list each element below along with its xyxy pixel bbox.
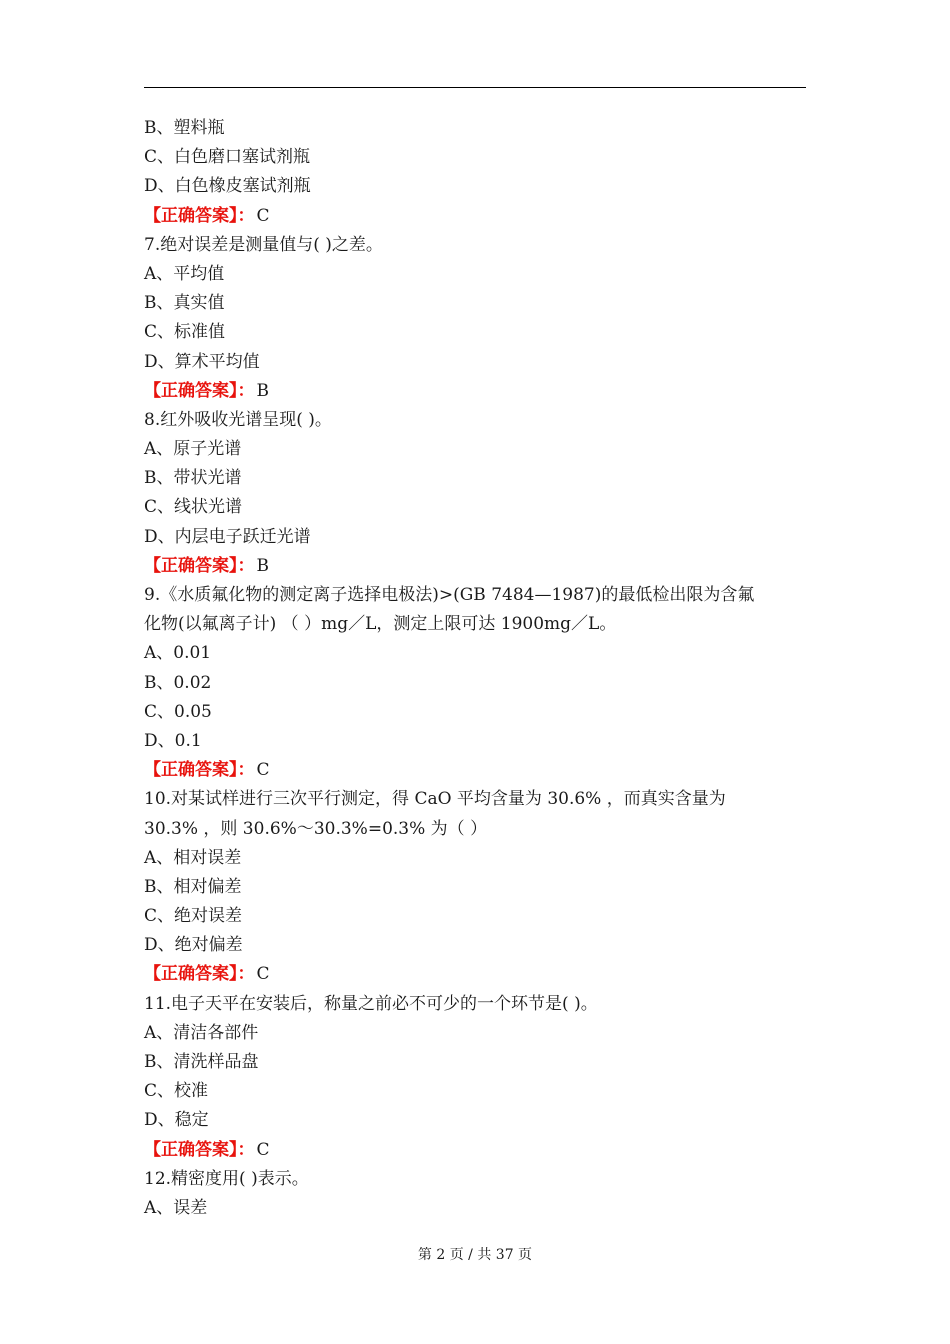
option-text: B、清洗样品盘 (144, 1052, 259, 1072)
option-text: C、校准 (144, 1081, 209, 1102)
answer-line (144, 377, 806, 406)
answer-label: 【正确答案】： (144, 760, 255, 781)
option-text: C、白色磨口塞试剂瓶 (144, 147, 311, 168)
answer-line (144, 1136, 806, 1165)
answer-label: 【正确答案】： (144, 964, 255, 985)
header-rule (144, 87, 806, 88)
question-text: 7.绝对误差是测量值与( )之差。 (144, 234, 383, 255)
answer-value: B (256, 555, 269, 576)
answer-label: 【正确答案】： (144, 380, 255, 401)
option-text: D、稳定 (144, 1110, 209, 1131)
answer-line (144, 756, 806, 785)
answer-value: C (256, 205, 270, 226)
option-text: D、绝对偏差 (144, 935, 243, 956)
option-text: D、算术平均值 (144, 351, 260, 372)
page-footer: 第 2 页 / 共 37 页 (417, 1247, 533, 1263)
option-text: A、相对误差 (144, 847, 242, 868)
answer-value: C (256, 964, 270, 985)
answer-line (144, 960, 806, 989)
answer-value: C (256, 760, 270, 781)
option-text: A、误差 (144, 1197, 208, 1218)
option-text: C、0.05 (144, 701, 212, 722)
option-text: C、线状光谱 (144, 497, 243, 518)
option-text: B、带状光谱 (144, 468, 242, 489)
answer-value: B (256, 380, 269, 401)
option-text: A、平均值 (144, 263, 225, 284)
option-text: A、0.01 (144, 643, 212, 664)
question-text: 8.红外吸收光谱呈现( )。 (144, 409, 332, 430)
option-text: B、相对偏差 (144, 876, 242, 897)
option-text: B、塑料瓶 (144, 118, 225, 138)
option-text: B、真实值 (144, 293, 225, 314)
answer-line (144, 552, 806, 581)
option-text: D、0.1 (144, 730, 202, 751)
question-text: 12.精密度用( )表示。 (144, 1168, 309, 1189)
question-text: 11.电子天平在安装后，称量之前必不可少的一个环节是( )。 (144, 993, 598, 1014)
page-content (144, 114, 806, 1223)
question-text: 9.《水质氟化物的测定离子选择电极法)>(GB 7484—1987)的最低检出限为含氟 (144, 585, 755, 605)
option-text: C、绝对误差 (144, 906, 243, 927)
answer-label: 【正确答案】： (144, 205, 255, 226)
option-text: A、清洁各部件 (144, 1022, 259, 1043)
option-text: D、内层电子跃迁光谱 (144, 526, 311, 547)
answer-label: 【正确答案】： (144, 555, 255, 576)
answer-value: C (256, 1139, 270, 1160)
answer-line (144, 202, 806, 231)
question-text: 化物(以氟离子计) （ ）mg／L，测定上限可达 1900mg／L。 (144, 614, 617, 635)
option-text: A、原子光谱 (144, 439, 242, 460)
option-text: C、标准值 (144, 322, 226, 343)
question-text: 10.对某试样进行三次平行测定，得 CaO 平均含量为 30.6% ，而真实含量为 (144, 789, 726, 810)
option-text: B、0.02 (144, 672, 212, 693)
answer-label: 【正确答案】： (144, 1139, 255, 1160)
option-text: D、白色橡皮塞试剂瓶 (144, 176, 311, 197)
question-text: 30.3% ，则 30.6%～30.3%=0.3% 为（ ） (144, 818, 488, 839)
